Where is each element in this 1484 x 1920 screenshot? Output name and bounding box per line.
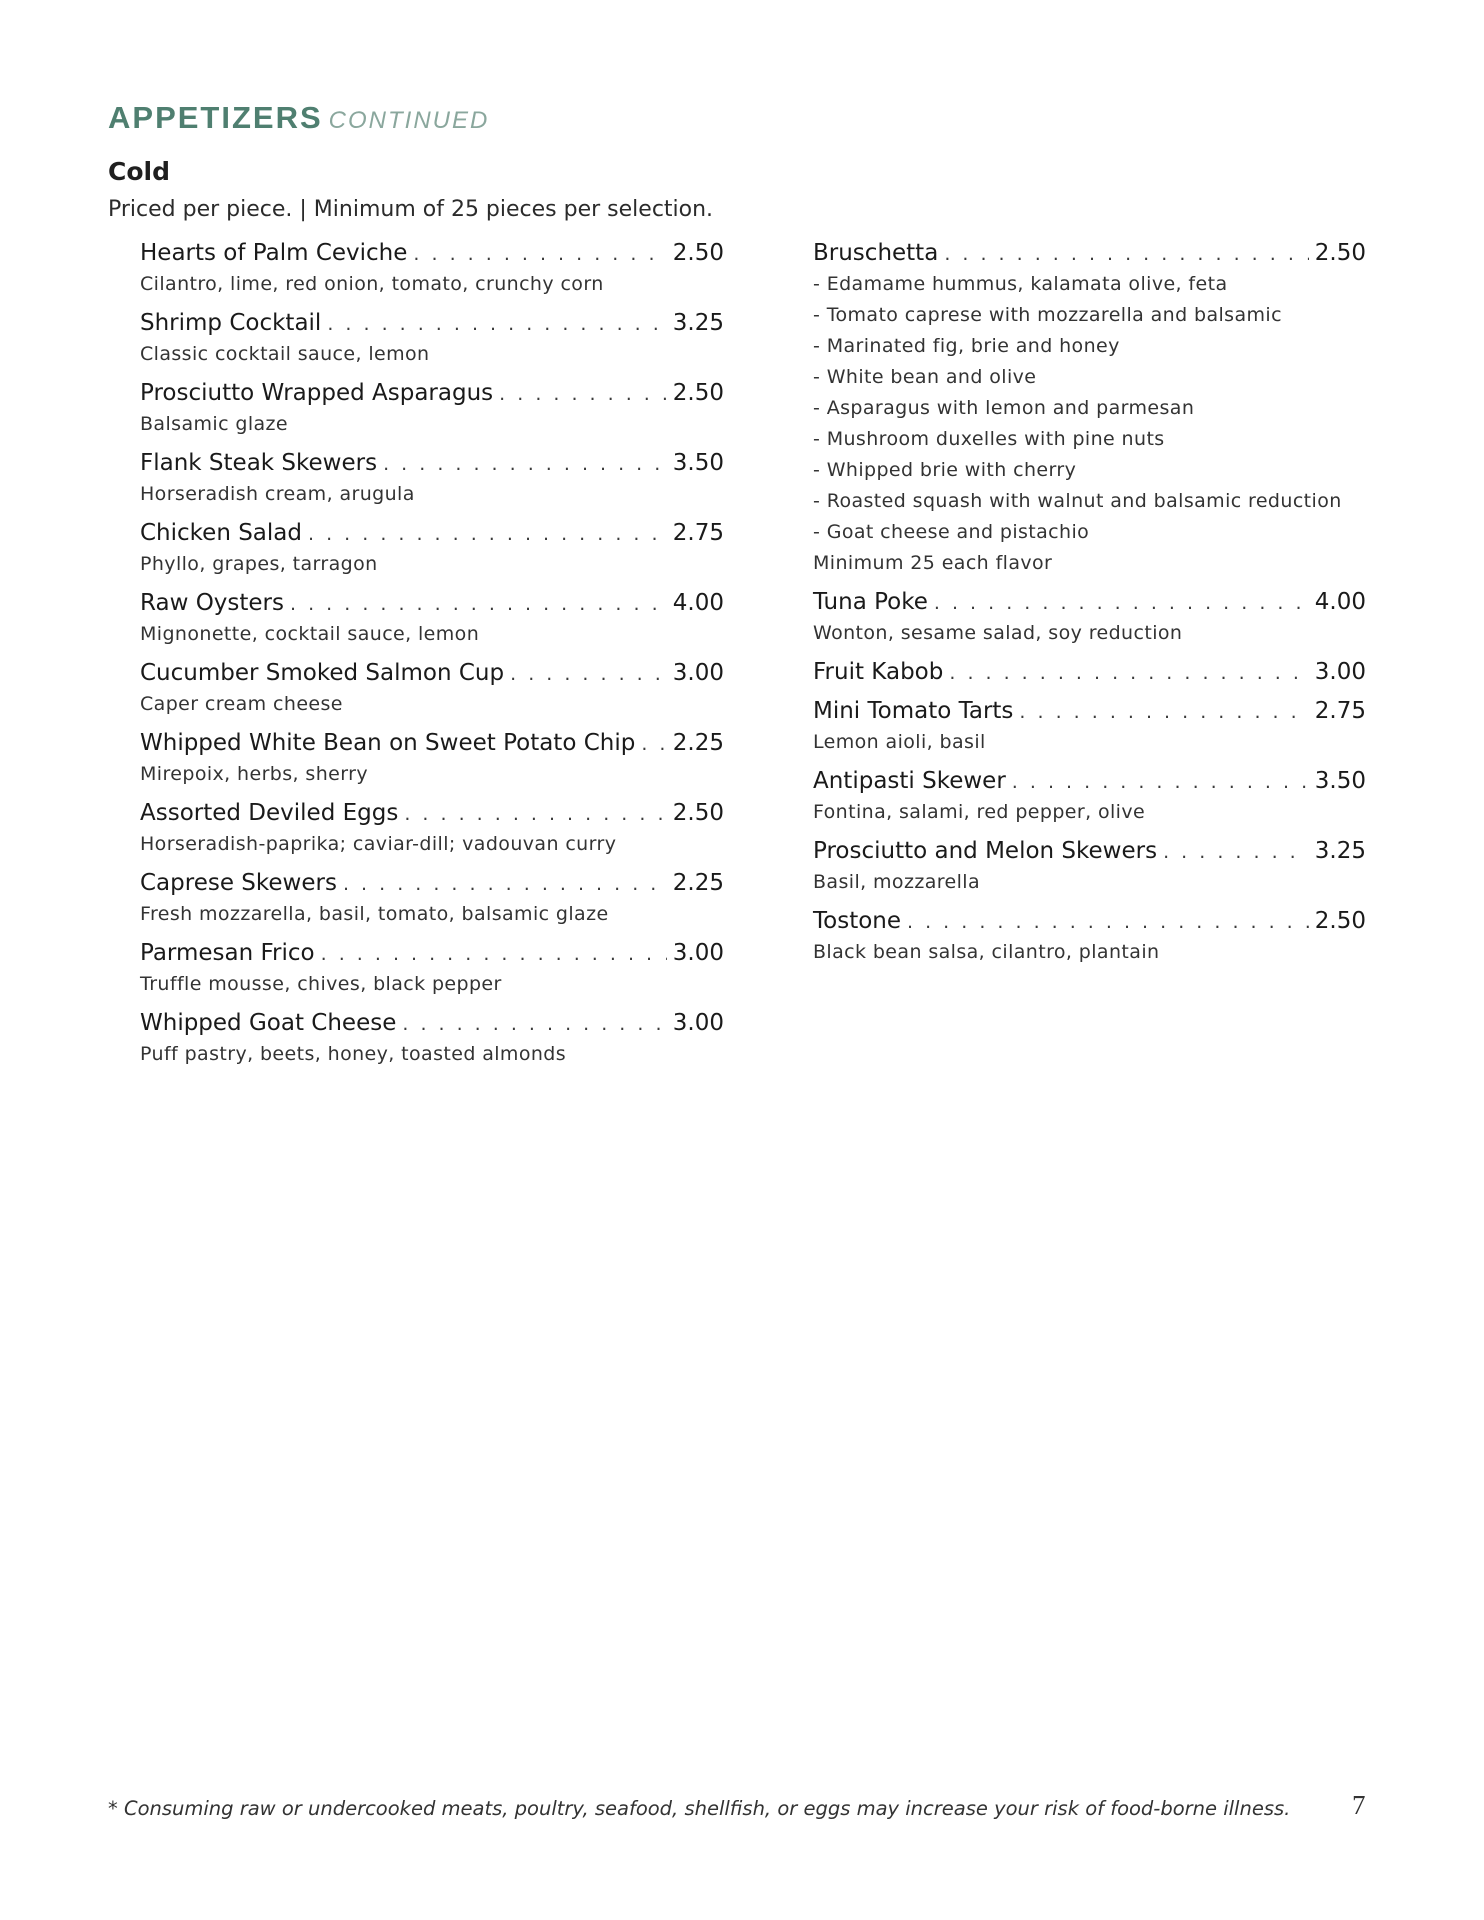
section-title: APPETIZERS (108, 100, 323, 135)
dot-leader (402, 1008, 666, 1040)
menu-item-line (140, 937, 724, 969)
menu-item-name: Fruit Kabob (813, 659, 944, 685)
menu-item-name: Hearts of Palm Ceviche (140, 240, 408, 266)
menu-item-description: - Edamame hummus, kalamata olive, feta (813, 273, 1228, 295)
item-spacer (813, 898, 1366, 905)
menu-item-description: - Marinated fig, brie and honey (813, 335, 1120, 357)
food-safety-disclaimer: * Consuming raw or undercooked meats, poultry, seafood, shellfish, or eggs may increase your risk of food-borne illness. (108, 1797, 1291, 1820)
menu-item-name: Flank Steak Skewers (140, 450, 378, 476)
item-spacer (140, 1000, 724, 1007)
item-spacer (140, 1070, 724, 1077)
menu-item-description: Cilantro, lime, red onion, tomato, crunchy corn (140, 273, 604, 295)
menu-item-price: 4.00 (1314, 589, 1366, 615)
dot-leader (499, 378, 667, 410)
menu-item (813, 695, 1366, 765)
dot-leader (413, 238, 666, 270)
dot-leader (641, 728, 666, 760)
item-spacer (813, 649, 1366, 656)
menu-item-description: Basil, mozzarella (813, 871, 981, 893)
section-subtitle: CONTINUED (328, 107, 490, 134)
dot-leader (907, 906, 1309, 938)
item-spacer (813, 579, 1366, 586)
section-heading (108, 100, 489, 136)
menu-item-name: Assorted Deviled Eggs (140, 800, 399, 826)
menu-item (140, 587, 724, 657)
menu-item-name: Tuna Poke (813, 589, 928, 615)
menu-item (813, 905, 1366, 975)
menu-item (140, 307, 724, 377)
page-number: 7 (1352, 1790, 1366, 1820)
menu-item-description: Mirepoix, herbs, sherry (140, 763, 368, 785)
menu-item-price: 4.00 (672, 590, 724, 616)
menu-item-name: Whipped White Bean on Sweet Potato Chip (140, 730, 636, 756)
dot-leader (944, 238, 1308, 270)
menu-item (140, 237, 724, 307)
menu-item-description: Puff pastry, beets, honey, toasted almonds (140, 1043, 567, 1065)
dot-leader (1163, 836, 1309, 868)
menu-item-description: - Whipped brie with cherry (813, 459, 1077, 481)
menu-item (813, 765, 1366, 835)
dot-leader (290, 588, 667, 620)
menu-item-description: Phyllo, grapes, tarragon (140, 553, 378, 575)
menu-item-line (140, 1007, 724, 1039)
menu-item-line (140, 517, 724, 549)
menu-item-line (140, 447, 724, 479)
menu-item-name: Prosciutto Wrapped Asparagus (140, 380, 494, 406)
menu-item-line (813, 765, 1366, 797)
menu-item-line (140, 587, 724, 619)
menu-item (140, 727, 724, 797)
menu-item-line (140, 867, 724, 899)
item-spacer (140, 930, 724, 937)
menu-item-description: Black bean salsa, cilantro, plantain (813, 941, 1160, 963)
menu-item (140, 867, 724, 937)
item-spacer (813, 828, 1366, 835)
menu-item-name: Chicken Salad (140, 520, 302, 546)
dot-leader (1012, 766, 1309, 798)
menu-item-line (813, 237, 1366, 269)
item-spacer (813, 758, 1366, 765)
menu-item-price: 2.25 (672, 730, 724, 756)
menu-item-price: 2.75 (1314, 698, 1366, 724)
menu-item-line (813, 695, 1366, 727)
menu-item-price: 2.25 (672, 870, 724, 896)
menu-item-price: 2.50 (672, 240, 724, 266)
dot-leader (308, 518, 667, 550)
subsection-title: Cold (108, 157, 170, 186)
menu-item-description: Minimum 25 each flavor (813, 552, 1053, 574)
menu-item-description: - Roasted squash with walnut and balsamic reduction (813, 490, 1342, 512)
menu-item-description: - Goat cheese and pistachio (813, 521, 1090, 543)
menu-item-description: Fresh mozzarella, basil, tomato, balsamic glaze (140, 903, 609, 925)
menu-item-line (140, 797, 724, 829)
menu-item (140, 657, 724, 727)
dot-leader (383, 448, 667, 480)
menu-item-price: 3.50 (1314, 768, 1366, 794)
menu-item-price: 3.00 (672, 660, 724, 686)
menu-item-name: Caprese Skewers (140, 870, 337, 896)
item-spacer (140, 300, 724, 307)
dot-leader (343, 868, 667, 900)
item-spacer (140, 510, 724, 517)
dot-leader (949, 657, 1308, 689)
menu-item-description: - White bean and olive (813, 366, 1037, 388)
item-spacer (140, 440, 724, 447)
dot-leader (404, 798, 666, 830)
menu-item-price: 3.25 (1314, 838, 1366, 864)
menu-item-name: Shrimp Cocktail (140, 310, 322, 336)
pricing-note: Priced per piece. | Minimum of 25 pieces per selection. (108, 197, 714, 222)
menu-item-name: Antipasti Skewer (813, 768, 1006, 794)
menu-item-description: Lemon aioli, basil (813, 731, 986, 753)
menu-item (813, 656, 1366, 695)
menu-item-price: 2.75 (672, 520, 724, 546)
menu-item-description: Fontina, salami, red pepper, olive (813, 801, 1146, 823)
menu-item-line (140, 237, 724, 269)
menu-item-description: Caper cream cheese (140, 693, 343, 715)
menu-item-description: - Asparagus with lemon and parmesan (813, 397, 1195, 419)
menu-item-line (140, 377, 724, 409)
menu-item-description: Truffle mousse, chives, black pepper (140, 973, 502, 995)
item-spacer (140, 580, 724, 587)
menu-item-price: 3.00 (672, 1010, 724, 1036)
menu-item-name: Prosciutto and Melon Skewers (813, 838, 1158, 864)
menu-item-name: Whipped Goat Cheese (140, 1010, 397, 1036)
menu-item (140, 447, 724, 517)
menu-item-price: 2.50 (672, 380, 724, 406)
menu-item-line (813, 586, 1366, 618)
menu-item-price: 3.25 (672, 310, 724, 336)
menu-item-price: 2.50 (1314, 240, 1366, 266)
item-spacer (813, 688, 1366, 695)
left-menu-column (140, 237, 724, 1077)
menu-item-line (140, 307, 724, 339)
menu-item-name: Mini Tomato Tarts (813, 698, 1014, 724)
dot-leader (321, 938, 667, 970)
item-spacer (140, 370, 724, 377)
dot-leader (1019, 696, 1308, 728)
item-spacer (140, 650, 724, 657)
dot-leader (934, 587, 1309, 619)
menu-item-description: - Tomato caprese with mozzarella and balsamic (813, 304, 1282, 326)
item-spacer (140, 790, 724, 797)
menu-item-name: Tostone (813, 908, 902, 934)
right-menu-column (813, 237, 1366, 975)
menu-item-line (140, 657, 724, 689)
menu-item-description: Mignonette, cocktail sauce, lemon (140, 623, 480, 645)
menu-item-description: Balsamic glaze (140, 413, 289, 435)
item-spacer (140, 720, 724, 727)
menu-item-line (813, 656, 1366, 688)
menu-item (813, 586, 1366, 656)
menu-item-description: Horseradish-paprika; caviar-dill; vadouvan curry (140, 833, 617, 855)
menu-item (140, 1007, 724, 1077)
menu-item (140, 797, 724, 867)
menu-item (140, 517, 724, 587)
menu-item-price: 2.50 (672, 800, 724, 826)
dot-leader (510, 658, 667, 690)
item-spacer (140, 860, 724, 867)
menu-item-name: Bruschetta (813, 240, 939, 266)
menu-item-line (813, 905, 1366, 937)
menu-item (813, 835, 1366, 905)
dot-leader (327, 308, 666, 340)
menu-item (140, 377, 724, 447)
menu-item-description: Classic cocktail sauce, lemon (140, 343, 430, 365)
menu-item-price: 2.50 (1314, 908, 1366, 934)
menu-item-name: Parmesan Frico (140, 940, 315, 966)
menu-item-description: Horseradish cream, arugula (140, 483, 415, 505)
menu-item-line (140, 727, 724, 759)
menu-item-price: 3.00 (1314, 659, 1366, 685)
menu-item-line (813, 835, 1366, 867)
menu-item (813, 237, 1366, 586)
menu-item-name: Cucumber Smoked Salmon Cup (140, 660, 505, 686)
menu-item-description: Wonton, sesame salad, soy reduction (813, 622, 1183, 644)
menu-item-price: 3.50 (672, 450, 724, 476)
menu-item-name: Raw Oysters (140, 590, 284, 616)
menu-item-description: - Mushroom duxelles with pine nuts (813, 428, 1165, 450)
item-spacer (813, 968, 1366, 975)
menu-item (140, 937, 724, 1007)
menu-item-price: 3.00 (672, 940, 724, 966)
